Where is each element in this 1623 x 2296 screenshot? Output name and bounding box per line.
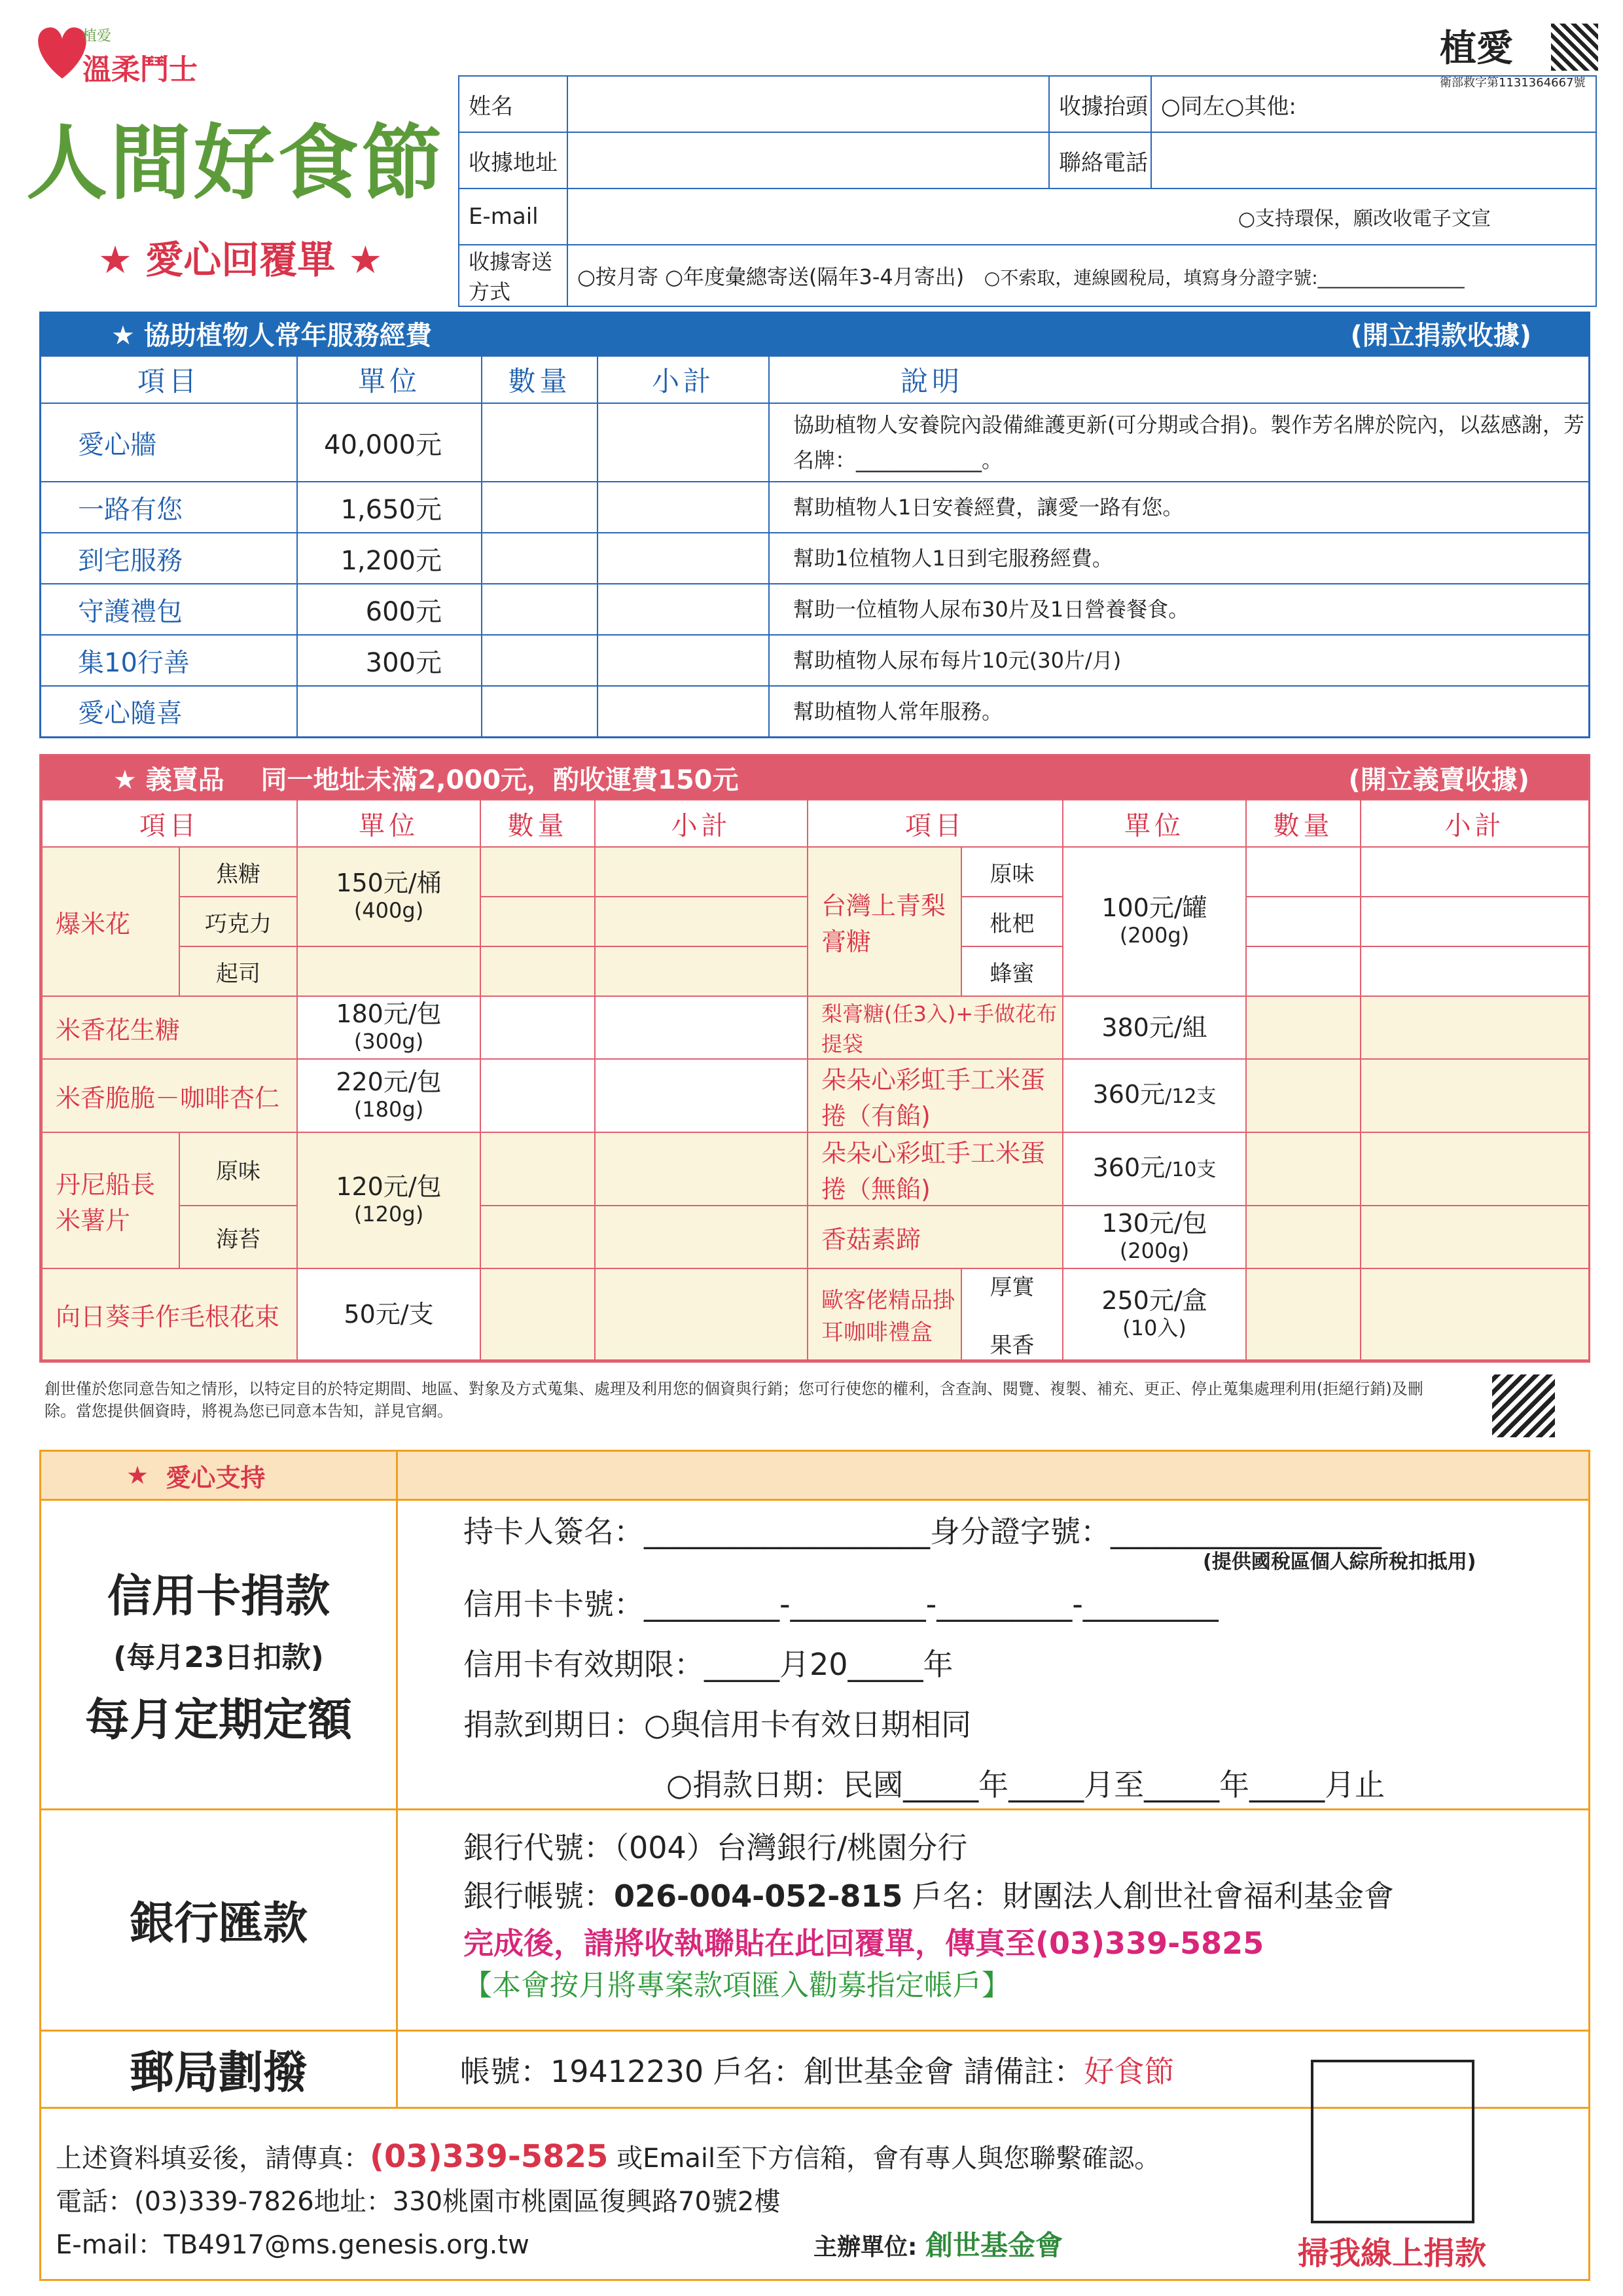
bouquet-name: 向日葵手作毛根花束 bbox=[42, 1268, 297, 1360]
qty-field[interactable] bbox=[1246, 996, 1361, 1059]
eco-option[interactable]: ○支持環保，願改收電子文宣 bbox=[567, 188, 1596, 245]
qty-field[interactable] bbox=[1246, 1059, 1361, 1132]
chips-name: 丹尼船長米薯片 bbox=[42, 1132, 179, 1268]
email-label: E-mail bbox=[459, 188, 567, 245]
subtotal-field[interactable] bbox=[1361, 1132, 1589, 1206]
subtotal-field[interactable] bbox=[1361, 996, 1589, 1059]
mushroom-name: 香菇素蹄 bbox=[808, 1206, 1063, 1268]
phone-label: 聯絡電話 bbox=[1049, 132, 1151, 188]
donation-period-option[interactable]: ○捐款日期：民國_____年_____月至_____年_____月止 bbox=[666, 1767, 1385, 1803]
name-label: 姓名 bbox=[459, 76, 567, 132]
qty-field[interactable] bbox=[482, 584, 597, 635]
crispy-name: 米香脆脆－咖啡杏仁 bbox=[42, 1059, 297, 1132]
col-unit: 單位 bbox=[297, 356, 482, 404]
subtotal-field[interactable] bbox=[595, 1268, 808, 1360]
subtotal-field[interactable] bbox=[595, 946, 808, 996]
section2-bar: ★ 義賣品 同一地址未滿2,000元，酌收運費150元 (開立義賣收據) bbox=[41, 756, 1588, 799]
donor-info-table bbox=[458, 75, 1597, 307]
qty-field[interactable] bbox=[482, 635, 597, 686]
table-row: 愛心隨喜 幫助植物人常年服務。 bbox=[41, 686, 1590, 737]
qty-field[interactable] bbox=[480, 996, 595, 1059]
col-subtotal: 小計 bbox=[597, 356, 769, 404]
address-label: 收據地址 bbox=[459, 132, 567, 188]
subtotal-field[interactable] bbox=[595, 1059, 808, 1132]
logo-text: 溫柔鬥士 bbox=[82, 53, 198, 86]
table-row: 集10行善 300元 幫助植物人尿布每片10元(30片/月) bbox=[41, 635, 1590, 686]
subtotal-field[interactable] bbox=[595, 1206, 808, 1268]
popcorn-name: 爆米花 bbox=[42, 847, 179, 996]
section2-title: 義賣品 bbox=[145, 764, 224, 795]
roll2-name: 朵朵心彩虹手工米蛋捲（無餡) bbox=[808, 1132, 1063, 1206]
page-subtitle: ★ 愛心回覆單 ★ bbox=[98, 238, 383, 282]
subtotal-field[interactable] bbox=[595, 996, 808, 1059]
qty-field[interactable] bbox=[482, 533, 597, 584]
pear-set-name: 梨膏糖(任3入)+手做花布提袋 bbox=[808, 996, 1063, 1059]
qr-code-icon bbox=[1551, 24, 1598, 71]
subtotal-field[interactable] bbox=[1361, 847, 1589, 897]
service-fund-section bbox=[39, 312, 1590, 738]
qty-field[interactable] bbox=[480, 1206, 595, 1268]
subtotal-field[interactable] bbox=[597, 686, 769, 737]
subtotal-field[interactable] bbox=[1361, 897, 1589, 946]
scan-donate-label: 掃我線上捐款 bbox=[1298, 2235, 1487, 2272]
col-desc: 說明 bbox=[769, 356, 1590, 404]
subtotal-field[interactable] bbox=[595, 847, 808, 897]
section2-table: 項目 單位 數量 小計 項目 單位 數量 小計 爆米花 焦糖 150元/桶 (400g) 台灣上青梨膏糖 原味 100元/罐 (200g) 巧克力 枇杷 起司 蜂蜜 米香花生糖 180元/包 (300g) 梨膏糖(任3入)+手做花布提袋 380元/組 米香脆脆－咖啡杏仁 220元/包 (180g) 朵朵心彩虹手工米蛋捲（有餡) 360元/12支 丹尼船長米薯片 原味 120元/包 (120g) 朵朵心彩虹手工米蛋捲（無餡) 360元/10支 海苔 香菇素蹄 130元/包 (200g) 向日葵手作毛根花束 50元/支 歐客佬精品掛耳咖啡禮盒 厚實 果香 250元/盒 (10入) bbox=[41, 799, 1590, 1361]
support-section bbox=[39, 1450, 1590, 2281]
subtotal-field[interactable] bbox=[1361, 1059, 1589, 1132]
section1-bar: ★ 協助植物人常年服務經費 (開立捐款收據) bbox=[39, 312, 1590, 355]
qty-field[interactable] bbox=[1246, 847, 1361, 897]
privacy-notice: 創世僅於您同意告知之情形，以特定目的於特定期間、地區、對象及方式蒐集、處理及利用您的個資與行銷；您可行使您的權利，含查詢、閱覽、複製、補充、更正、停止蒐集處理利用(拒絕行銷)及刪除。當您提供個資時，將視為您已同意本告知，詳見官網。 bbox=[45, 1380, 1423, 1420]
qty-field[interactable] bbox=[480, 1059, 595, 1132]
table-row: 一路有您 1,650元 幫助植物人1日安養經費，讓愛一路有您。 bbox=[41, 482, 1590, 533]
section2-note: (開立義賣收據) bbox=[1348, 764, 1529, 795]
qty-field[interactable] bbox=[1246, 946, 1361, 996]
organizer: 主辦單位: 創世基金會 bbox=[813, 2229, 1063, 2261]
subtotal-field[interactable] bbox=[597, 482, 769, 533]
send-mode-options[interactable]: ○按月寄 ○年度彙總寄送(隔年3-4月寄出) ○不索取，連線國稅局，填寫身分證字號:________________ bbox=[567, 245, 1596, 306]
top-right-brand: 植愛 bbox=[1440, 27, 1513, 70]
receipt-title-label: 收據抬頭 bbox=[1049, 76, 1151, 132]
subtotal-field[interactable] bbox=[595, 1132, 808, 1206]
table-row: 到宅服務 1,200元 幫助1位植物人1日到宅服務經費。 bbox=[41, 533, 1590, 584]
popcorn-price: 150元/桶 (400g) bbox=[297, 847, 480, 946]
table-row: 守護禮包 600元 幫助一位植物人尿布30片及1日營養餐食。 bbox=[41, 584, 1590, 635]
section3-title: ★ 愛心支持 bbox=[41, 1452, 398, 1499]
roll1-name: 朵朵心彩虹手工米蛋捲（有餡) bbox=[808, 1059, 1063, 1132]
subtotal-field[interactable] bbox=[595, 897, 808, 946]
send-mode-label: 收據寄送方式 bbox=[459, 245, 567, 306]
subtotal-field[interactable] bbox=[597, 635, 769, 686]
subtotal-field[interactable] bbox=[597, 533, 769, 584]
card-expiry-field[interactable]: 信用卡有效期限：_____月20_____年 bbox=[463, 1647, 954, 1682]
qty-field[interactable] bbox=[480, 847, 595, 897]
charity-sale-section bbox=[39, 754, 1590, 1363]
address-field[interactable] bbox=[567, 132, 1049, 188]
page-title: 人間好食節 bbox=[26, 117, 446, 211]
qty-field[interactable] bbox=[482, 482, 597, 533]
qty-field[interactable] bbox=[480, 1268, 595, 1360]
donate-qr-box[interactable] bbox=[1311, 2060, 1474, 2223]
pear-price: 100元/罐 (200g) bbox=[1063, 847, 1246, 996]
qty-field[interactable] bbox=[1246, 1268, 1361, 1360]
qty-field[interactable] bbox=[1246, 1206, 1361, 1268]
subtotal-field[interactable] bbox=[597, 584, 769, 635]
peanut-name: 米香花生糖 bbox=[42, 996, 297, 1059]
col-qty: 數量 bbox=[482, 356, 597, 404]
subtotal-field[interactable] bbox=[1361, 1268, 1589, 1360]
qty-field[interactable] bbox=[482, 686, 597, 737]
shipping-note: 同一地址未滿2,000元，酌收運費150元 bbox=[260, 764, 739, 795]
license-number: 衛部救字第1131364667號 bbox=[1440, 76, 1586, 90]
subtotal-field[interactable] bbox=[1361, 1206, 1589, 1268]
qty-field[interactable] bbox=[1246, 1132, 1361, 1206]
qty-field[interactable] bbox=[480, 1132, 595, 1206]
card-number-field[interactable]: 信用卡卡號：_________-_________-_________-_________ bbox=[463, 1587, 1219, 1622]
donation-end-option[interactable]: 捐款到期日：○與信用卡有效日期相同 bbox=[463, 1707, 972, 1742]
credit-card-block: 信用卡捐款 (每月23日扣款) 每月定期定額 持卡人簽名：___________________身分證字號：__________________ (提供國稅區個人綜所稅扣抵用) 信用卡卡號：_________-_________-_________-_________ 信用卡有效期限：_____月20_____年 捐款到期日：○與信用卡有效日期相同 ○捐款日期：民國_____年_____月至_____年_____月止 bbox=[41, 1501, 1588, 1810]
bank-transfer-block: 銀行匯款 銀行代號：（004）台灣銀行/桃園分行 銀行帳號：026-004-052-815 戶名：財團法人創世社會福利基金會 完成後，請將收執聯貼在此回覆單，傳真至(03)339-5825 【本會按月將專案款項匯入勸募指定帳戶】 bbox=[41, 1810, 1588, 2032]
postal-block: 郵局劃撥 帳號：19412230 戶名：創世基金會 請備註： 好食節 bbox=[41, 2032, 1588, 2109]
table-row: 愛心牆 40,000元 協助植物人安養院內設備維護更新(可分期或合捐)。製作芳名牌於院內，以茲感謝，芳名牌：____________。 bbox=[41, 403, 1590, 482]
section1-note: (開立捐款收據) bbox=[1350, 320, 1531, 351]
qty-field[interactable] bbox=[480, 946, 595, 996]
subtotal-field[interactable] bbox=[1361, 946, 1589, 996]
section1-table bbox=[39, 355, 1590, 738]
qr-code-icon bbox=[1492, 1374, 1555, 1437]
col-item: 項目 bbox=[41, 356, 298, 404]
pear-name: 台灣上青梨膏糖 bbox=[808, 847, 961, 996]
brand-logo bbox=[26, 20, 223, 92]
phone-field[interactable] bbox=[1151, 132, 1596, 188]
qty-field[interactable] bbox=[482, 403, 597, 482]
subtotal-field[interactable] bbox=[597, 403, 769, 482]
cardholder-signature-field[interactable]: 持卡人簽名：___________________身分證字號：__________________ bbox=[463, 1514, 1382, 1549]
name-field[interactable] bbox=[567, 76, 1049, 132]
coffee-name: 歐客佬精品掛耳咖啡禮盒 bbox=[808, 1268, 961, 1360]
qty-field[interactable] bbox=[480, 897, 595, 946]
receipt-title-options[interactable]: ○同左○其他: bbox=[1151, 76, 1596, 132]
logo-small-text: 植爱 bbox=[82, 28, 112, 45]
section1-title: 協助植物人常年服務經費 bbox=[143, 320, 432, 351]
footer: 上述資料填妥後，請傳真：(03)339-5825 或Email至下方信箱，會有專人與您聯繫確認。 電話：(03)339-7826地址：330桃園市桃園區復興路70號2樓 E-mail：TB4917@ms.genesis.org.tw 主辦單位: 創世基金會 掃我線上捐款 bbox=[41, 2109, 1588, 2267]
qty-field[interactable] bbox=[1246, 897, 1361, 946]
credit-title: 信用卡捐款 bbox=[107, 1571, 330, 1623]
